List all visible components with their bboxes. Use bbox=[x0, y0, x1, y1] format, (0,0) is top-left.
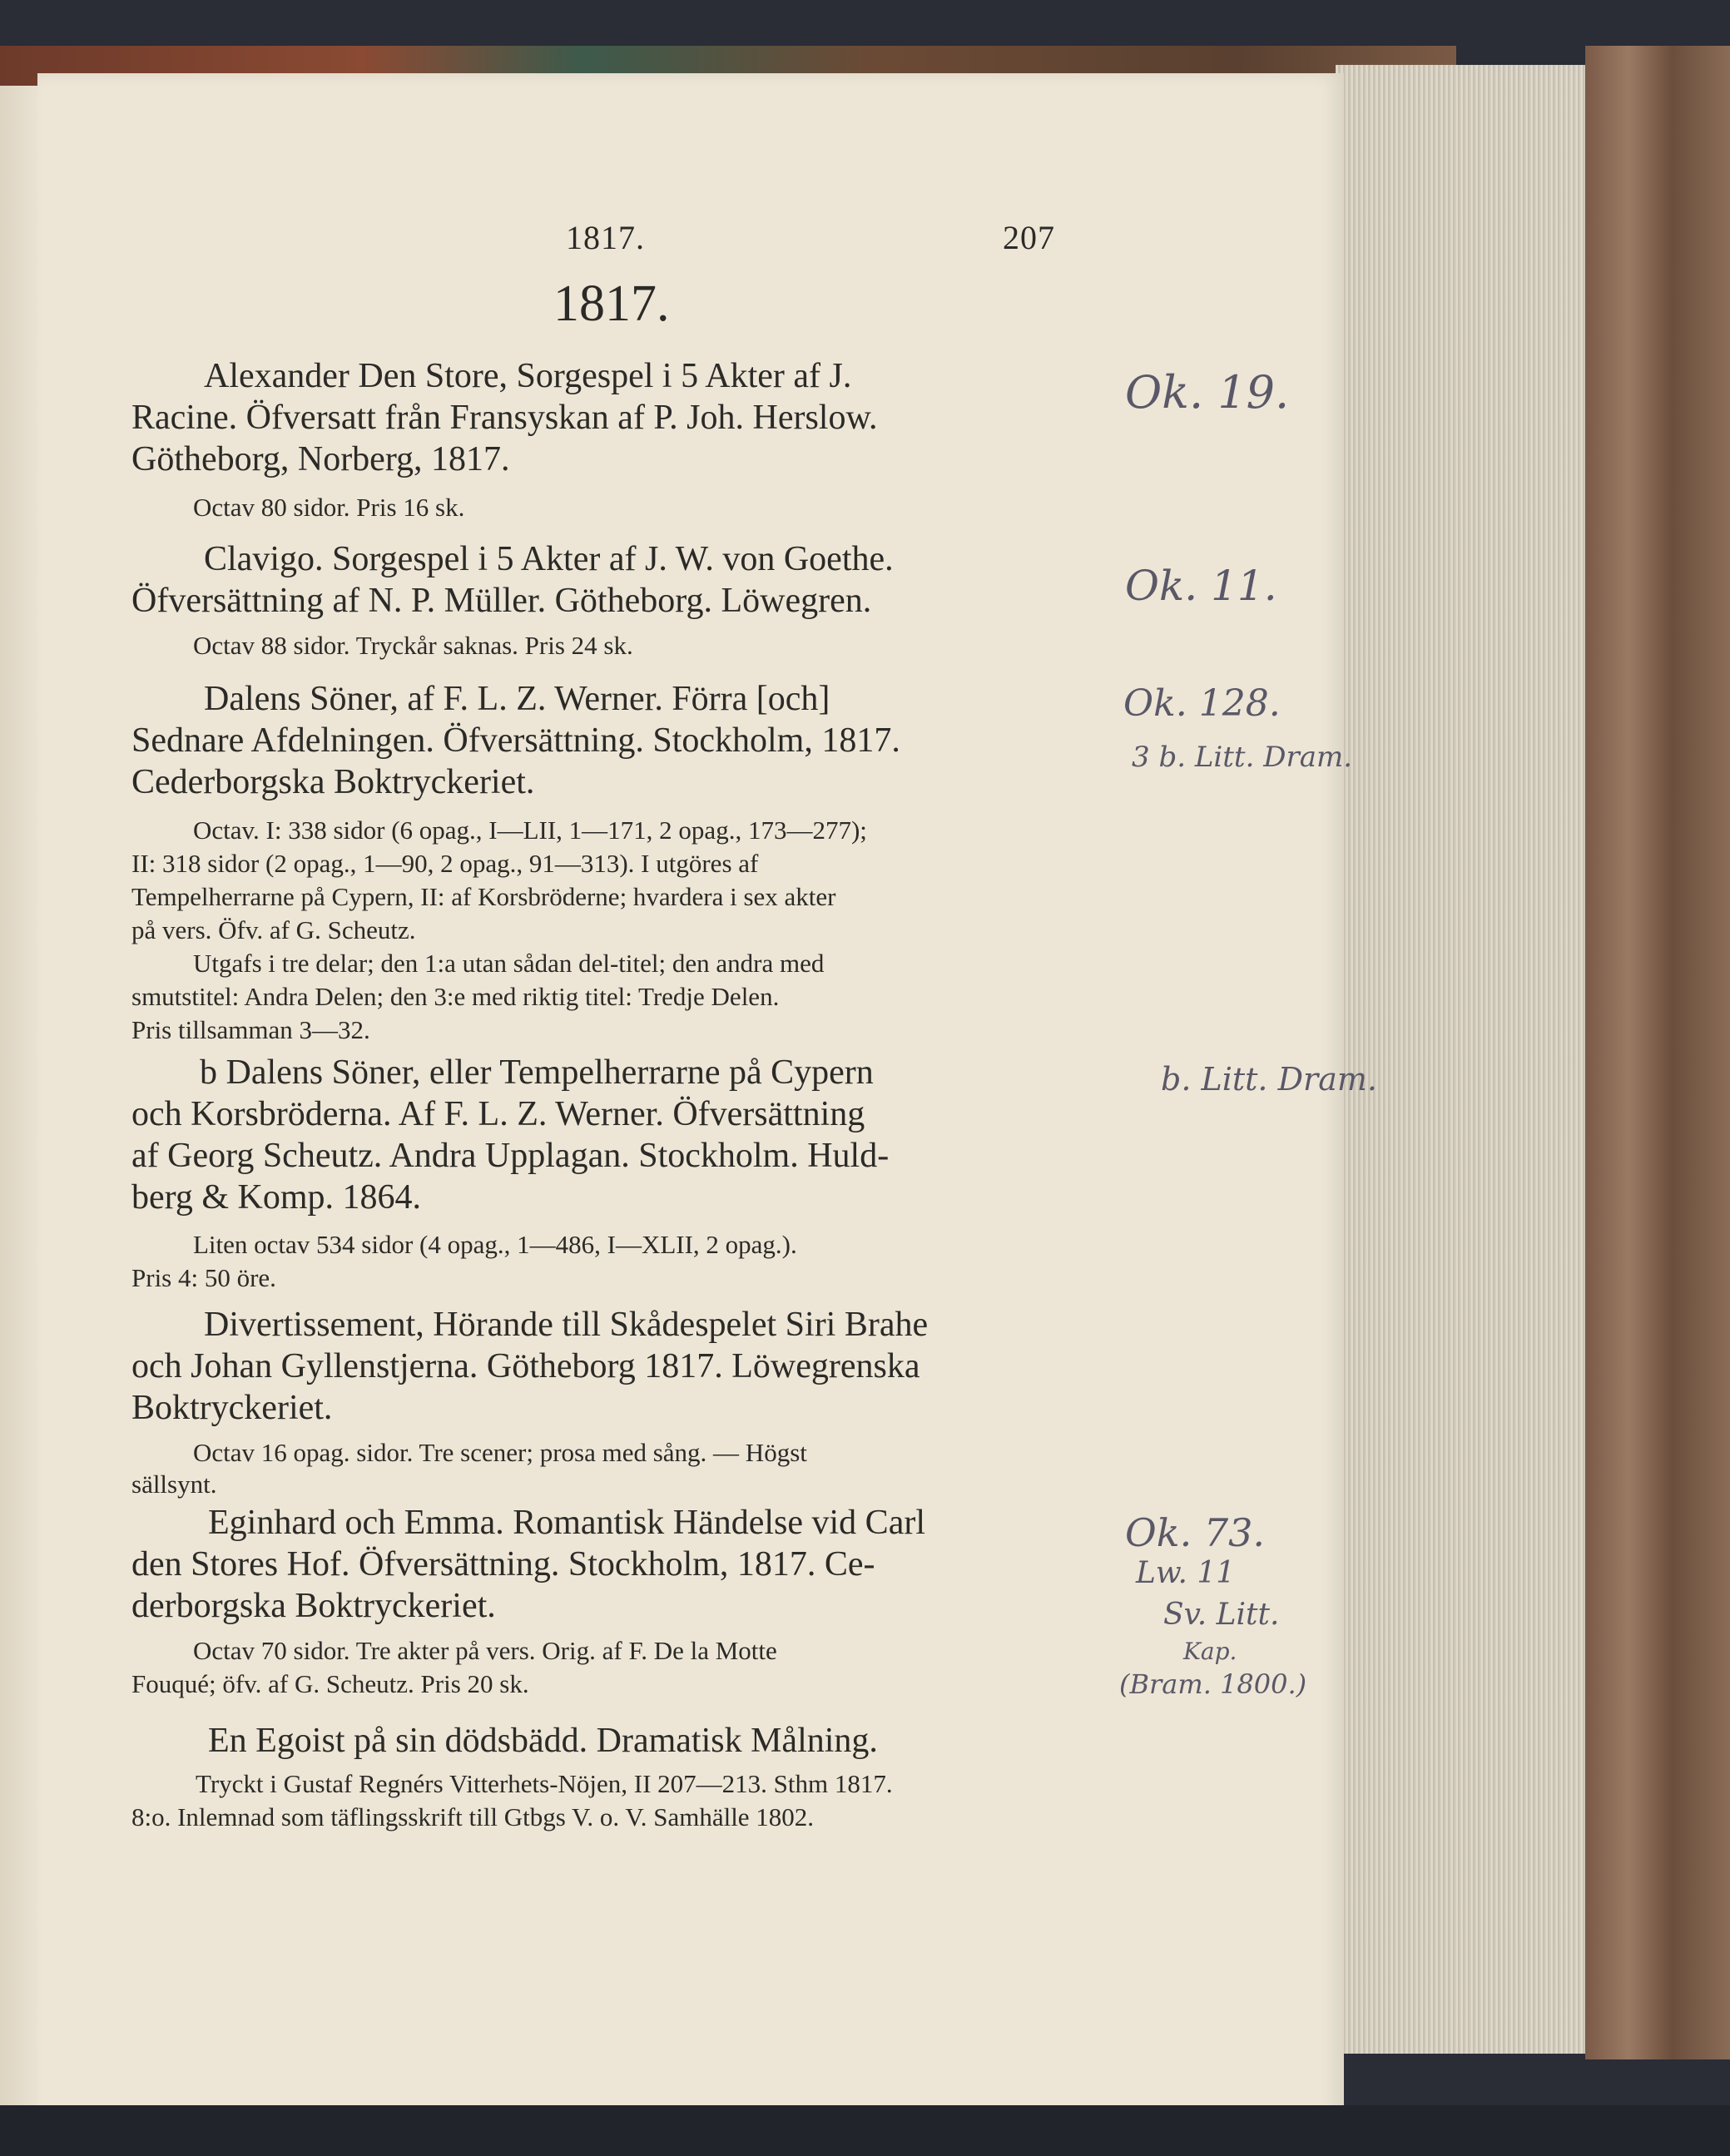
entry-3-note-3: Tempelherrarne på Cypern, II: af Korsbröderne; hvardera i sex akter bbox=[131, 882, 836, 911]
entry-4-note-1: Liten octav 534 sidor (4 opag., 1—486, I—XLII, 2 opag.). bbox=[193, 1230, 797, 1259]
entry-4-note-2: Pris 4: 50 öre. bbox=[131, 1263, 276, 1292]
entry-4-line-4: berg & Komp. 1864. bbox=[131, 1178, 422, 1217]
book-cover-board bbox=[1585, 46, 1730, 2059]
entry-1-line-3: Götheborg, Norberg, 1817. bbox=[131, 440, 510, 478]
handwritten-note-2: Ok. 11. bbox=[1125, 562, 1277, 610]
entry-3-line-3: Cederborgska Boktryckeriet. bbox=[131, 763, 535, 801]
handwritten-note-9: Kap. bbox=[1183, 1638, 1237, 1665]
handwritten-note-5: b. Litt. Dram. bbox=[1161, 1061, 1377, 1098]
entry-1-note-1: Octav 80 sidor. Pris 16 sk. bbox=[193, 493, 465, 522]
page-edges bbox=[1336, 65, 1585, 2054]
handwritten-note-7: Lw. 11 bbox=[1136, 1556, 1236, 1590]
entry-2-line-2: Öfversättning af N. P. Müller. Götheborg. Löwegren. bbox=[131, 582, 872, 620]
entry-3-note-1: Octav. I: 338 sidor (6 opag., I—LII, 1—171, 2 opag., 173—277); bbox=[193, 815, 867, 845]
entry-3-note-7: Pris tillsamman 3—32. bbox=[131, 1015, 370, 1044]
entry-4-line-1: b Dalens Söner, eller Tempelherrarne på Cypern bbox=[200, 1053, 874, 1092]
entry-2-note-1: Octav 88 sidor. Tryckår saknas. Pris 24 sk. bbox=[193, 631, 633, 660]
running-header-year: 1817. bbox=[566, 219, 645, 256]
entry-6-line-3: derborgska Boktryckeriet. bbox=[131, 1587, 496, 1625]
handwritten-note-8: Sv. Litt. bbox=[1163, 1598, 1280, 1632]
entry-6-note-1: Octav 70 sidor. Tre akter på vers. Orig. af F. De la Motte bbox=[193, 1636, 777, 1665]
entry-5-note-2: sällsynt. bbox=[131, 1470, 217, 1499]
entry-3-note-6: smutstitel: Andra Delen; den 3:e med riktig titel: Tredje Delen. bbox=[131, 982, 780, 1011]
entry-1-line-1: Alexander Den Store, Sorgespel i 5 Akter af J. bbox=[204, 357, 852, 395]
entry-3-line-2: Sednare Afdelningen. Öfversättning. Stockholm, 1817. bbox=[131, 721, 900, 760]
entry-3-note-2: II: 318 sidor (2 opag., 1—90, 2 opag., 91—313). I utgöres af bbox=[131, 849, 759, 878]
entry-4-line-3: af Georg Scheutz. Andra Upplagan. Stockholm. Huld- bbox=[131, 1137, 890, 1175]
handwritten-note-10: (Bram. 1800.) bbox=[1119, 1668, 1307, 1700]
entry-7-note-2: 8:o. Inlemnad som täflingsskrift till Gtbgs V. o. V. Samhälle 1802. bbox=[131, 1802, 815, 1831]
entry-3-line-1: Dalens Söner, af F. L. Z. Werner. Förra [och] bbox=[204, 680, 830, 718]
entry-5-note-1: Octav 16 opag. sidor. Tre scener; prosa med sång. — Högst bbox=[193, 1438, 807, 1467]
entry-6-line-2: den Stores Hof. Öfversättning. Stockholm, 1817. Ce- bbox=[131, 1545, 875, 1584]
handwritten-note-3: Ok. 128. bbox=[1123, 682, 1281, 725]
handwritten-note-6: Ok. 73. bbox=[1125, 1510, 1265, 1555]
entry-5-line-3: Boktryckeriet. bbox=[131, 1389, 333, 1427]
entry-4-line-2: och Korsbröderna. Af F. L. Z. Werner. Öfversättning bbox=[131, 1095, 865, 1133]
section-title: 1817. bbox=[553, 275, 670, 332]
entry-2-line-1: Clavigo. Sorgespel i 5 Akter af J. W. von Goethe. bbox=[204, 540, 894, 578]
entry-3-note-4: på vers. Öfv. af G. Scheutz. bbox=[131, 915, 416, 944]
entry-7-line-1: En Egoist på sin dödsbädd. Dramatisk Målning. bbox=[208, 1722, 878, 1760]
entry-5-line-1: Divertissement, Hörande till Skådespelet Siri Brahe bbox=[204, 1306, 929, 1344]
entry-6-line-1: Eginhard och Emma. Romantisk Händelse vid Carl bbox=[208, 1504, 925, 1542]
entry-7-note-1: Tryckt i Gustaf Regnérs Vitterhets-Nöjen, II 207—213. Sthm 1817. bbox=[196, 1769, 893, 1798]
entry-3-note-5: Utgafs i tre delar; den 1:a utan sådan del-titel; den andra med bbox=[193, 949, 825, 978]
entry-6-note-2: Fouqué; öfv. af G. Scheutz. Pris 20 sk. bbox=[131, 1669, 529, 1698]
handwritten-note-1: Ok. 19. bbox=[1125, 366, 1290, 419]
page-number: 207 bbox=[1003, 219, 1055, 256]
handwritten-note-4: 3 b. Litt. Dram. bbox=[1132, 741, 1353, 774]
entry-5-line-2: och Johan Gyllenstjerna. Götheborg 1817. Löwegrenska bbox=[131, 1347, 920, 1385]
entry-1-line-2: Racine. Öfversatt från Fransyskan af P. Joh. Herslow. bbox=[131, 399, 878, 437]
background-bottom bbox=[0, 2105, 1730, 2156]
